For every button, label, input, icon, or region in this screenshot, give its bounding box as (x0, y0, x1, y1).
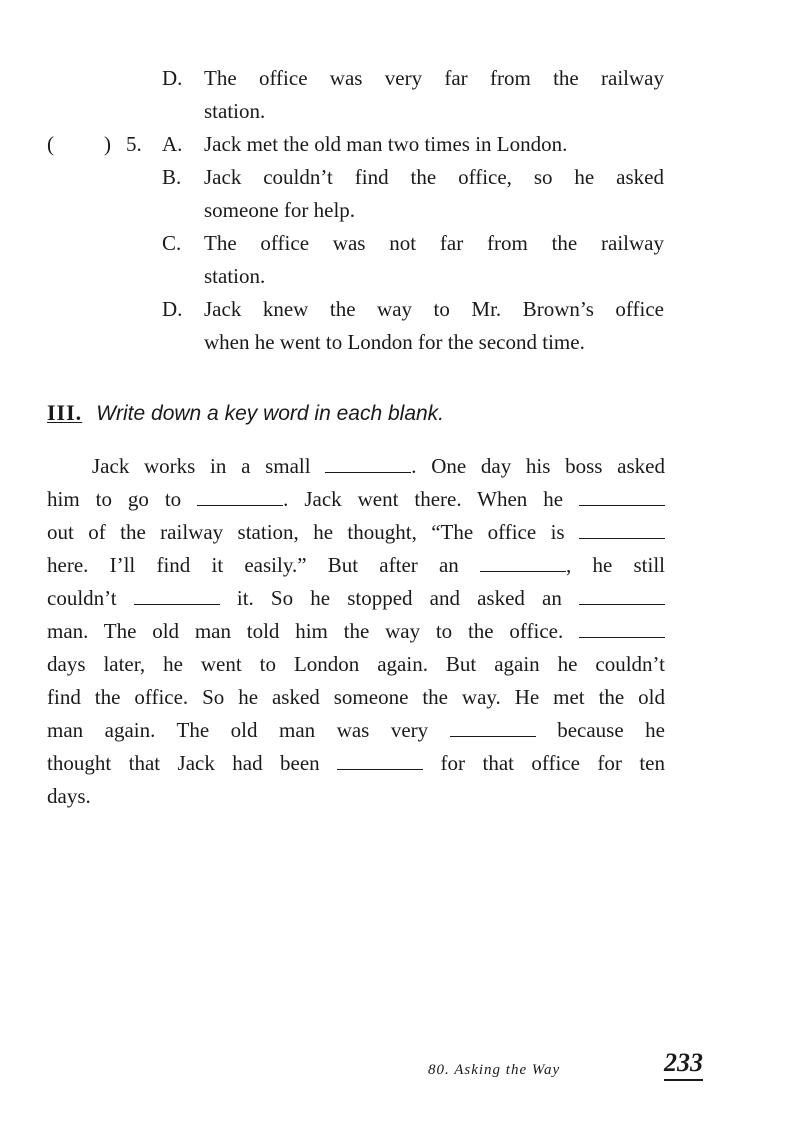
paragraph-text: here. I’ll find it easily.” But after an (47, 553, 480, 577)
paragraph-text: man. The old man told him the way to the office. (47, 619, 579, 643)
paragraph-text: him to go to (47, 487, 198, 511)
paragraph-text: . One day his boss asked (411, 454, 665, 478)
answer-paren-open: ( (47, 132, 54, 156)
paragraph-line (47, 483, 665, 516)
option-text: Jack couldn’t find the office, so he asked (204, 165, 664, 189)
answer-blank[interactable] (579, 520, 665, 539)
paragraph-text: it. So he stopped and asked an (219, 586, 580, 610)
answer-blank[interactable] (134, 586, 220, 605)
option-letter: C. (162, 231, 182, 255)
option-letter: A. (162, 132, 183, 156)
paragraph-text: for that office for ten (423, 751, 666, 775)
paragraph-text: Jack works in a small (92, 454, 326, 478)
paragraph-text: couldn’t (47, 586, 134, 610)
answer-blank[interactable] (579, 619, 665, 638)
answer-blank[interactable] (197, 487, 283, 506)
q5-option-a (162, 128, 567, 161)
answer-blank[interactable] (579, 487, 665, 506)
option-text: Jack met the old man two times in London. (204, 132, 568, 156)
option-letter: D. (162, 66, 183, 90)
q5-option-d (162, 293, 664, 326)
answer-blank[interactable] (325, 454, 411, 473)
answer-blank[interactable] (480, 553, 566, 572)
q5-option-b (162, 161, 664, 194)
paragraph-line (92, 450, 665, 483)
paragraph-text: days. (47, 784, 91, 808)
option-letter: D. (162, 297, 183, 321)
section-heading (47, 396, 444, 431)
q5-option-c (162, 227, 664, 260)
answer-blank[interactable] (450, 718, 536, 737)
paragraph-text: because he (535, 718, 665, 742)
answer-blank[interactable] (337, 751, 423, 770)
q4-option-d (162, 62, 664, 95)
paragraph-line (47, 549, 665, 582)
option-letter: B. (162, 165, 182, 189)
paragraph-text: man again. The old man was very (47, 718, 450, 742)
question-number: 5. (126, 132, 142, 156)
option-text: Jack knew the way to Mr. Brown’s office (204, 297, 664, 321)
paragraph-text: find the office. So he asked someone the way. He met the old (47, 685, 665, 709)
q5-option-b-cont: someone for help. (204, 198, 356, 222)
paragraph-line (47, 648, 665, 681)
answer-blank[interactable] (579, 586, 665, 605)
paragraph-text: days later, he went to London again. But again he couldn’t (47, 652, 665, 676)
paragraph-text: thought that Jack had been (47, 751, 338, 775)
paragraph-line (47, 681, 665, 714)
paragraph-line (47, 615, 665, 648)
q5-option-d-cont: when he went to London for the second time. (204, 330, 585, 354)
option-text: The office was not far from the railway (204, 231, 664, 255)
paragraph-line (47, 516, 665, 549)
option-text: The office was very far from the railway (204, 66, 664, 90)
page-number: 233 (664, 1048, 703, 1081)
paragraph-line (47, 747, 665, 780)
paragraph-text: , he still (566, 553, 665, 577)
q4-option-d-cont: station. (204, 99, 266, 123)
paragraph-text: . Jack went there. When he (283, 487, 580, 511)
paragraph-line (47, 780, 665, 813)
paragraph-line (47, 582, 665, 615)
q5-option-c-cont: station. (204, 264, 266, 288)
section-number: III. (47, 400, 83, 425)
lesson-title: 80. Asking the Way (428, 1062, 561, 1078)
paragraph-line (47, 714, 665, 747)
paragraph-text: out of the railway station, he thought, “The office is (47, 520, 579, 544)
section-instruction: Write down a key word in each blank. (96, 402, 445, 425)
answer-paren-close: ) (104, 132, 111, 156)
